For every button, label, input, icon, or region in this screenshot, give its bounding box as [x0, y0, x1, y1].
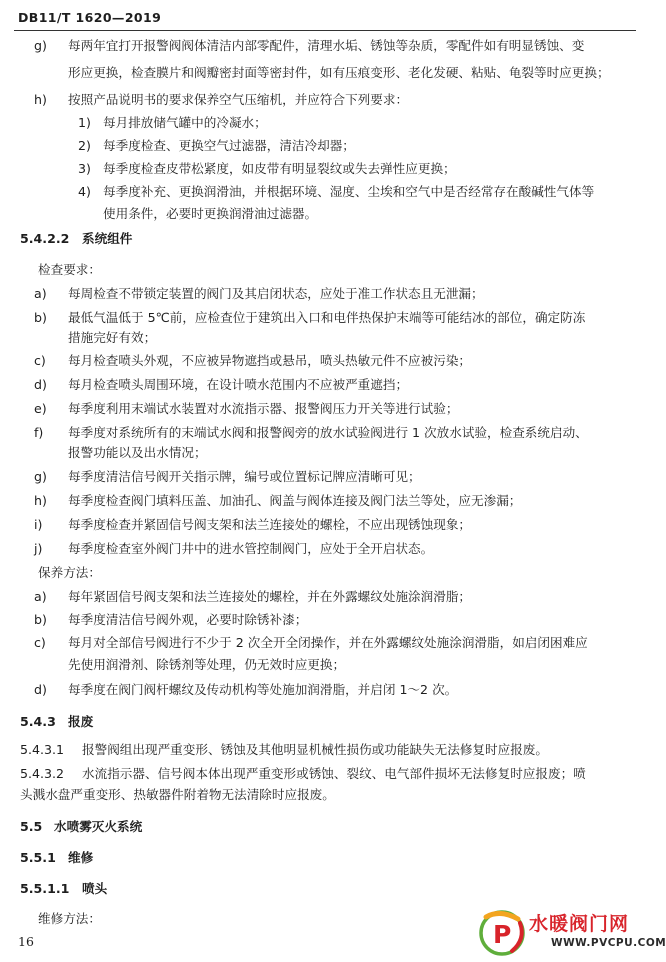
header-rule — [14, 30, 636, 31]
list-marker: g) — [34, 38, 47, 53]
list-marker: g) — [34, 469, 47, 484]
clause-number: 5.4.3.2 — [20, 766, 65, 781]
list-marker: f) — [34, 425, 44, 440]
list-marker: c) — [34, 635, 46, 650]
list-item-text: 每季度清洁信号阀开关指示牌，编号或位置标记牌应清晰可见； — [68, 469, 421, 484]
pipe-logo-icon — [476, 905, 528, 959]
list-item-text: 措施完好有效； — [68, 330, 157, 345]
list-item-text: 报警功能以及出水情况； — [68, 445, 207, 460]
list-item-text: 每月检查喷头外观，不应被异物遮挡或悬吊，喷头热敏元件不应被污染； — [68, 353, 471, 368]
sub-list-marker: 3) — [78, 161, 91, 176]
list-item-text: 每周检查不带锁定装置的阀门及其启闭状态，应处于准工作状态且无泄漏； — [68, 286, 484, 301]
section-title: 系统组件 — [82, 231, 133, 246]
list-item-text: 每两年宜打开报警阀阀体清洁内部零配件，清理水垢、锈蚀等杂质，零配件如有明显锈蚀、变 — [68, 38, 585, 53]
list-marker: d) — [34, 682, 47, 697]
clause-text: 报警阀组出现严重变形、锈蚀及其他明显机械性损伤或功能缺失无法修复时应报废。 — [82, 742, 548, 757]
list-marker: b) — [34, 310, 47, 325]
sub-list-marker: 4) — [78, 184, 91, 199]
page-number: 16 — [18, 934, 34, 949]
list-item-text: 每季度检查并紧固信号阀支架和法兰连接处的螺栓，不应出现锈蚀现象； — [68, 517, 471, 532]
section-number: 5.5.1.1 — [20, 881, 70, 896]
list-item-text: 每季度清洁信号阀外观，必要时除锈补漆； — [68, 612, 308, 627]
list-item-text: 每月检查喷头周围环境，在设计喷水范围内不应被严重遮挡； — [68, 377, 409, 392]
paragraph-label: 检查要求： — [38, 262, 101, 277]
clause-number: 5.4.3.1 — [20, 742, 65, 757]
list-item-text: 按照产品说明书的要求保养空气压缩机，并应符合下列要求： — [68, 92, 409, 107]
sub-list-item-text: 使用条件，必要时更换润滑油过滤器。 — [103, 206, 318, 221]
list-item-text: 形应更换，检查膜片和阀瓣密封面等密封件，如有压痕变形、老化发硬、粘贴、龟裂等时应更换； — [68, 65, 610, 80]
site-watermark-logo — [476, 905, 666, 959]
section-title: 维修 — [68, 850, 94, 865]
paragraph-label: 维修方法： — [38, 911, 101, 926]
list-item-text: 每月对全部信号阀进行不少于 2 次全开全闭操作，并在外露螺纹处施涂润滑脂，如启闭困难应 — [68, 635, 588, 650]
list-marker: d) — [34, 377, 47, 392]
section-title: 报废 — [68, 714, 94, 729]
section-number: 5.5.1 — [20, 850, 56, 865]
list-item-text: 先使用润滑剂、除锈剂等处理，仍无效时应更换； — [68, 657, 346, 672]
sub-list-item-text: 每季度检查皮带松紧度，如皮带有明显裂纹或失去弹性应更换； — [103, 161, 456, 176]
list-item-text: 每季度检查室外阀门井中的进水管控制阀门，应处于全开启状态。 — [68, 541, 434, 556]
list-marker: c) — [34, 353, 46, 368]
sub-list-item-text: 每季度补充、更换润滑油，并根据环境、湿度、尘埃和空气中是否经常存在酸碱性气体等 — [103, 184, 595, 199]
list-item-text: 每季度利用末端试水装置对水流指示器、报警阀压力开关等进行试验； — [68, 401, 459, 416]
sub-list-marker: 2) — [78, 138, 91, 153]
sub-list-marker: 1) — [78, 115, 91, 130]
clause-text: 水流指示器、信号阀本体出现严重变形或锈蚀、裂纹、电气部件损坏无法修复时应报废；喷 — [82, 766, 586, 781]
list-item-text: 每季度在阀门阀杆螺纹及传动机构等处施加润滑脂，并启闭 1～2 次。 — [68, 682, 458, 697]
logo-letter: P — [493, 920, 512, 949]
paragraph-label: 保养方法： — [38, 565, 101, 580]
section-title: 水喷雾灭火系统 — [54, 819, 143, 834]
clause-text: 头溅水盘严重变形、热敏器件附着物无法清除时应报废。 — [20, 787, 335, 802]
list-item-text: 每季度对系统所有的末端试水阀和报警阀旁的放水试验阀进行 1 次放水试验，检查系统启动、 — [68, 425, 588, 440]
list-item-text: 每季度检查阀门填料压盖、加油孔、阀盖与阀体连接及阀门法兰等处，应无渗漏； — [68, 493, 522, 508]
site-url: WWW.PVCPU.COM — [551, 937, 666, 949]
list-item-text: 最低气温低于 5℃前，应检查位于建筑出入口和电伴热保护末端等可能结冰的部位，确定防冻 — [68, 310, 586, 325]
list-marker: h) — [34, 92, 47, 107]
sub-list-item-text: 每季度检查、更换空气过滤器，清洁冷却器； — [103, 138, 355, 153]
list-marker: a) — [34, 589, 47, 604]
section-number: 5.4.2.2 — [20, 231, 70, 246]
list-marker: a) — [34, 286, 47, 301]
list-marker: b) — [34, 612, 47, 627]
list-marker: i) — [34, 517, 43, 532]
doc-code: DB11/T 1620—2019 — [18, 10, 162, 25]
section-number: 5.5 — [20, 819, 43, 834]
list-item-text: 每年紧固信号阀支架和法兰连接处的螺栓，并在外露螺纹处施涂润滑脂； — [68, 589, 471, 604]
section-title: 喷头 — [82, 881, 108, 896]
section-number: 5.4.3 — [20, 714, 56, 729]
list-marker: e) — [34, 401, 47, 416]
list-marker: j) — [34, 541, 43, 556]
list-marker: h) — [34, 493, 47, 508]
sub-list-item-text: 每月排放储气罐中的冷凝水； — [103, 115, 267, 130]
site-name: 水暖阀门网 — [529, 913, 630, 935]
